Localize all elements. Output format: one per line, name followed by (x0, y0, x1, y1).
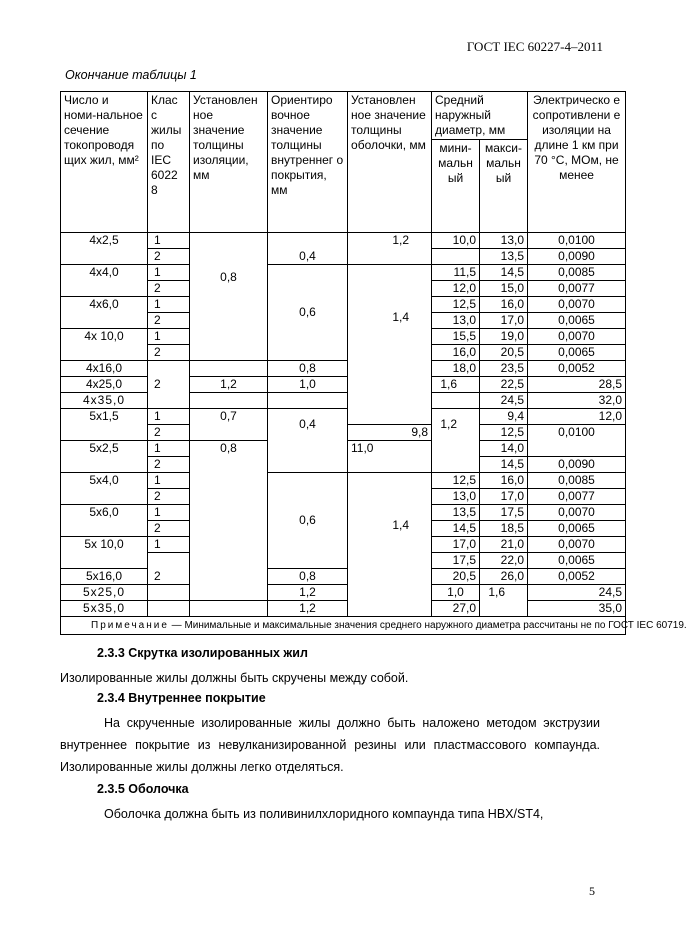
table-row (61, 473, 626, 489)
cell-min: 12,5 (432, 473, 480, 489)
cell-class: 2 (148, 521, 190, 537)
cell-inner: 0,8 (268, 361, 348, 377)
cell-inner: 0,6 (268, 473, 348, 569)
table-note-row (61, 617, 626, 635)
cell-min: 11,0 (348, 441, 432, 473)
cell-max: 35,0 (528, 601, 626, 617)
cell-max: 14,5 (480, 265, 528, 281)
cell-inner: 1,0 (432, 585, 480, 601)
cell-min: 9,4 (480, 409, 528, 425)
cell-insulation: 0,7 (190, 409, 268, 441)
cell-min: 17,0 (432, 537, 480, 553)
cell-max: 13,0 (480, 233, 528, 249)
cell-max: 16,0 (480, 473, 528, 489)
cell-class: 1 (148, 473, 190, 489)
cell-max: 23,5 (480, 361, 528, 377)
note-text: — Минимальные и максимальные значения среднего наружного диаметра рассчитаны не по ГОСТ IEC 60719. (168, 620, 687, 631)
cell-section: 5x 10,0 (61, 537, 148, 569)
cell-class: 2 (148, 553, 190, 585)
cell-section: 5x4,0 (61, 473, 148, 505)
table-row (61, 233, 626, 249)
cell-min: 27,0 (432, 601, 480, 617)
cell-max: 26,0 (480, 569, 528, 585)
cell-insulation: 1,2 (268, 585, 348, 601)
cell-resistance: 0,0077 (528, 281, 626, 297)
cell-section: 5x2,5 (61, 441, 148, 473)
section-2-3-5-title: 2.3.5 Оболочка (97, 782, 189, 796)
cell-sheath (432, 393, 480, 409)
cell-inner: 1,2 (268, 601, 348, 617)
header-insulation-thickness: Установлен ное значение толщины изоляции, мм (190, 92, 268, 233)
table-row (61, 585, 626, 601)
table-caption: Окончание таблицы 1 (65, 68, 197, 82)
cell-class: 1 (148, 537, 190, 553)
cell-insulation (190, 601, 268, 617)
cell-max: 12,5 (480, 425, 528, 441)
cell-max: 14,0 (480, 441, 528, 457)
cell-min: 14,5 (432, 521, 480, 537)
table-row (61, 409, 626, 425)
table-row (61, 377, 626, 393)
cell-section: 5x25,0 (61, 585, 148, 601)
cell-resistance: 0,0065 (528, 313, 626, 329)
cell-inner (268, 393, 348, 409)
cell-sheath: 1,2 (348, 233, 432, 265)
cell-max: 19,0 (480, 329, 528, 345)
cell-resistance: 0,0052 (528, 569, 626, 585)
cell-resistance: 0,0100 (528, 425, 626, 457)
cell-insulation: 1,2 (190, 377, 268, 393)
cell-inner: 0,8 (268, 569, 348, 585)
cell-class: 2 (148, 425, 190, 441)
cell-resistance: 0,0065 (528, 553, 626, 569)
table-note (61, 617, 687, 635)
cell-class: 1 (148, 409, 190, 425)
cell-min: 12,5 (432, 297, 480, 313)
cell-class: 2 (148, 489, 190, 505)
cell-max: 28,5 (528, 377, 626, 393)
cell-resistance: 0,0070 (528, 505, 626, 521)
cell-section: 5x35,0 (61, 601, 148, 617)
cell-class: 1 (148, 329, 190, 345)
header-inner-covering: Ориентиро вочное значение толщины внутреннег о покрытия, мм (268, 92, 348, 233)
cell-max: 15,0 (480, 281, 528, 297)
section-2-3-4-title: 2.3.4 Внутреннее покрытие (97, 691, 266, 705)
cell-resistance: 0,0100 (528, 233, 626, 249)
cell-resistance: 0,0065 (528, 345, 626, 361)
cell-max: 18,5 (480, 521, 528, 537)
cell-resistance: 0,0070 (528, 329, 626, 345)
cell-max: 14,5 (480, 457, 528, 473)
table-row (61, 361, 626, 377)
cell-class: 2 (148, 361, 190, 409)
cell-max: 12,0 (528, 409, 626, 425)
cell-section: 4x25,0 (61, 377, 148, 393)
header-insulation-resistance: Электрическо е сопротивлени е изоляции на длине 1 км при 70 °С, МОм, не менее (528, 92, 626, 233)
cell-min: 13,0 (432, 489, 480, 505)
cell-section: 4x 10,0 (61, 329, 148, 361)
cell-min: 18,0 (432, 361, 480, 377)
cell-class: 2 (148, 249, 190, 265)
cell-class (148, 585, 190, 601)
cell-sheath: 1,6 (432, 377, 480, 393)
document-code: ГОСТ IEC 60227-4–2011 (466, 39, 603, 54)
cell-min: 24,5 (528, 585, 626, 601)
cell-class: 2 (148, 281, 190, 297)
cell-min: 11,5 (432, 265, 480, 281)
cell-min: 22,5 (480, 377, 528, 393)
cell-min: 17,5 (432, 553, 480, 569)
cell-class: 1 (148, 505, 190, 521)
cell-min: 10,0 (432, 233, 480, 249)
page-number: 5 (589, 884, 595, 898)
cell-max: 17,0 (480, 313, 528, 329)
cell-min: 9,8 (348, 425, 432, 441)
cell-min: 20,5 (432, 569, 480, 585)
cell-class: 2 (148, 457, 190, 473)
cell-section: 5x6,0 (61, 505, 148, 537)
header-mean-diameter: Средний наружный диаметр, мм (432, 92, 528, 140)
cell-resistance: 0,0070 (528, 297, 626, 313)
cell-min (432, 249, 480, 265)
cell-max: 17,0 (480, 489, 528, 505)
cell-resistance: 0,0052 (528, 361, 626, 377)
cell-section: 4x35,0 (61, 393, 148, 409)
section-2-3-4-text: На скрученные изолированные жилы должно быть наложено методом экструзии внутреннее покрытие из невулканизированной резины или пластмассового компаунда. Изолированные жилы должны легко отделяться. (60, 716, 600, 774)
cell-max: 16,0 (480, 297, 528, 313)
cell-section: 5x16,0 (61, 569, 148, 585)
cell-resistance: 0,0085 (528, 473, 626, 489)
cell-class: 1 (148, 265, 190, 281)
cell-insulation (190, 361, 268, 377)
cell-section: 4x16,0 (61, 361, 148, 377)
table-row (61, 569, 626, 585)
header-sheath-thickness: Установлен ное значение толщины оболочки, мм (348, 92, 432, 233)
cable-spec-table (60, 91, 687, 635)
header-min: мини-мальн ый (432, 140, 480, 233)
cell-inner: 0,6 (268, 265, 348, 361)
cell-min: 13,0 (432, 313, 480, 329)
cell-min: 16,0 (432, 345, 480, 361)
cell-inner: 0,4 (268, 233, 348, 265)
cell-min: 24,5 (480, 393, 528, 409)
header-conductor-class: Клас с жилы по IEC 6022 8 (148, 92, 190, 233)
table-row (61, 393, 626, 409)
table-row (61, 265, 626, 281)
cell-section: 4x4,0 (61, 265, 148, 297)
table-row (61, 601, 626, 617)
cell-max: 20,5 (480, 345, 528, 361)
cell-section: 4x2,5 (61, 233, 148, 265)
cell-sheath: 1,6 (480, 585, 528, 617)
cell-class: 2 (148, 313, 190, 329)
section-2-3-3-text: Изолированные жилы должны быть скручены между собой. (60, 671, 409, 685)
cell-sheath: 1,4 (348, 473, 432, 617)
section-2-3-5-text: Оболочка должна быть из поливинилхлоридного компаунда типа HBX/ST4, (104, 807, 544, 821)
cell-min: 13,5 (432, 505, 480, 521)
cell-class: 1 (148, 297, 190, 313)
note-label: Примечание (91, 620, 169, 631)
cell-insulation: 0,8 (190, 441, 268, 601)
cell-resistance: 0,0085 (528, 265, 626, 281)
cell-inner: 1,0 (268, 377, 348, 393)
cell-class: 1 (148, 233, 190, 249)
cell-max: 17,5 (480, 505, 528, 521)
cell-insulation (190, 393, 268, 409)
cell-resistance: 0,0090 (528, 457, 626, 473)
cell-sheath: 1,2 (432, 409, 480, 473)
cell-insulation: 0,8 (190, 233, 268, 361)
cell-inner: 0,4 (268, 409, 348, 473)
cell-class: 2 (148, 345, 190, 361)
header-max: макси-мальн ый (480, 140, 528, 233)
cell-max: 32,0 (528, 393, 626, 409)
header-cores-section: Число и номи-нальное сечение токопроводя щих жил, мм² (61, 92, 148, 233)
cell-section: 4x6,0 (61, 297, 148, 329)
cell-max: 13,5 (480, 249, 528, 265)
cell-max: 22,0 (480, 553, 528, 569)
cell-resistance: 0,0077 (528, 489, 626, 505)
cell-sheath: 1,4 (348, 265, 432, 425)
cell-class (148, 601, 190, 617)
cell-class: 1 (148, 441, 190, 457)
cell-max: 21,0 (480, 537, 528, 553)
section-2-3-3-title: 2.3.3 Скрутка изолированных жил (97, 646, 308, 660)
cell-min: 12,0 (432, 281, 480, 297)
cell-resistance: 0,0090 (528, 249, 626, 265)
cell-resistance: 0,0065 (528, 521, 626, 537)
cell-section: 5x1,5 (61, 409, 148, 441)
cell-min: 15,5 (432, 329, 480, 345)
cell-resistance: 0,0070 (528, 537, 626, 553)
